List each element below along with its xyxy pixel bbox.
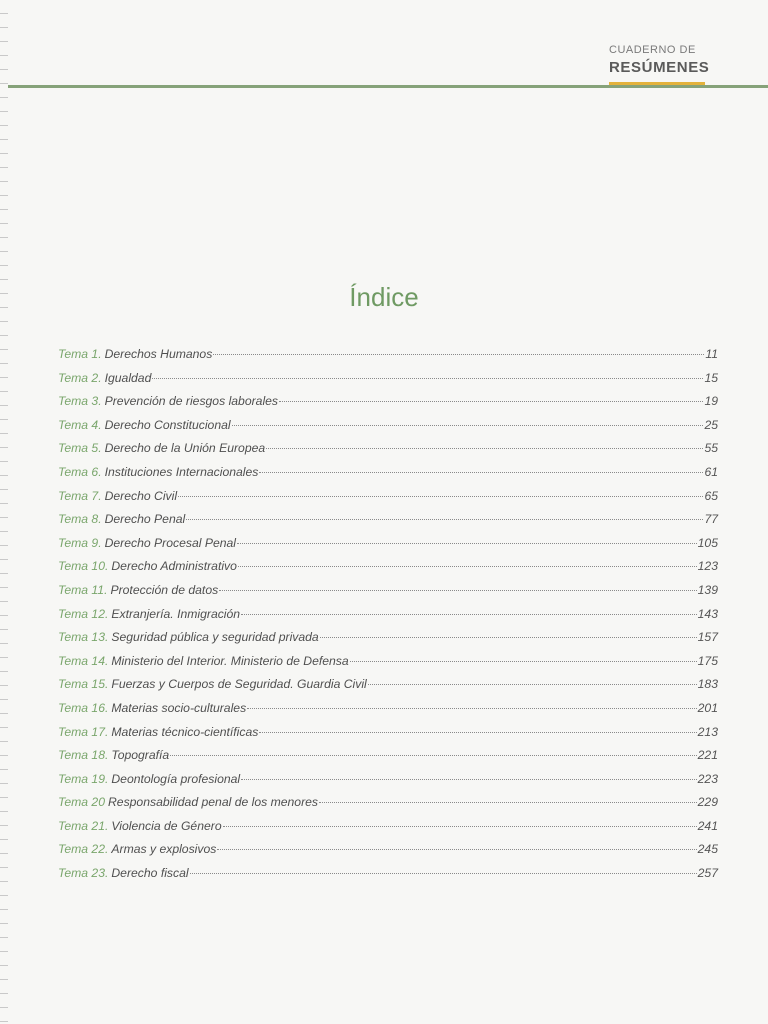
toc-entry-title: Protección de datos	[110, 582, 219, 597]
toc-leader-dots	[368, 684, 697, 685]
toc-leader-dots	[279, 401, 703, 402]
toc-entry-title: Derecho Administrativo	[111, 559, 237, 574]
toc-entry-number: Tema 8.	[58, 512, 102, 527]
toc-entry-title: Igualdad	[104, 370, 152, 385]
toc-entry[interactable]	[58, 701, 718, 725]
toc-leader-dots	[266, 448, 703, 449]
toc-entry[interactable]	[58, 630, 718, 654]
toc-entry-title: Instituciones Internacionales	[104, 464, 259, 479]
toc-entry-number: Tema 13.	[58, 630, 109, 645]
toc-entry[interactable]	[58, 559, 718, 583]
toc-entry-number: Tema 9.	[58, 535, 102, 550]
toc-leader-dots	[241, 614, 697, 615]
toc-leader-dots	[350, 661, 697, 662]
toc-entry-page: 77	[704, 512, 718, 527]
toc-entry-number: Tema 20	[58, 795, 105, 810]
toc-entry-number: Tema 19.	[58, 771, 109, 786]
toc-entry-page: 15	[704, 370, 718, 385]
toc-entry-page: 245	[697, 842, 718, 857]
toc-leader-dots	[259, 472, 703, 473]
toc-entry-page: 11	[705, 347, 718, 361]
toc-entry-title: Derechos Humanos	[104, 347, 213, 361]
toc-entry-page: 223	[697, 771, 718, 786]
toc-entry-page: 143	[697, 606, 718, 621]
toc-entry[interactable]	[58, 441, 718, 465]
toc-leader-dots	[320, 637, 697, 638]
toc-entry-number: Tema 15.	[58, 677, 109, 692]
toc-entry-title: Seguridad pública y seguridad privada	[111, 630, 319, 645]
toc-entry-number: Tema 22.	[58, 842, 109, 857]
toc-entry-title: Violencia de Género	[111, 818, 222, 833]
toc-entry-title: Fuerzas y Cuerpos de Seguridad. Guardia Civil	[111, 677, 367, 692]
toc-entry[interactable]	[58, 465, 718, 489]
toc-entry-number: Tema 6.	[58, 464, 102, 479]
toc-entry-page: 229	[697, 795, 718, 810]
toc-entry[interactable]	[58, 725, 718, 749]
toc-entry[interactable]	[58, 536, 718, 560]
header-brand	[609, 44, 719, 77]
toc-entry-number: Tema 17.	[58, 724, 109, 739]
header-divider	[8, 85, 768, 88]
toc-leader-dots	[237, 543, 697, 544]
toc-entry[interactable]	[58, 583, 718, 607]
toc-entry-number: Tema 23.	[58, 866, 109, 881]
toc-entry[interactable]	[58, 842, 718, 866]
toc-leader-dots	[152, 378, 703, 379]
table-of-contents	[58, 347, 718, 890]
brand-subtitle: CUADERNO DE	[609, 44, 696, 56]
toc-entry[interactable]	[58, 607, 718, 631]
toc-entry-number: Tema 11.	[58, 582, 108, 597]
toc-entry-page: 105	[697, 535, 718, 550]
toc-entry[interactable]	[58, 866, 718, 890]
toc-leader-dots	[241, 779, 697, 780]
toc-entry-page: 175	[697, 653, 718, 668]
toc-entry[interactable]	[58, 418, 718, 442]
toc-entry[interactable]	[58, 371, 718, 395]
toc-leader-dots	[170, 755, 696, 756]
toc-entry-page: 183	[697, 677, 718, 692]
toc-entry-page: 139	[697, 582, 718, 597]
toc-entry-page: 65	[704, 488, 718, 503]
toc-entry-page: 25	[704, 417, 718, 432]
toc-entry-number: Tema 21.	[58, 818, 109, 833]
toc-entry[interactable]	[58, 394, 718, 418]
toc-entry-title: Derecho de la Unión Europea	[104, 441, 266, 456]
toc-entry[interactable]	[58, 489, 718, 513]
toc-entry-number: Tema 12.	[58, 606, 109, 621]
toc-entry[interactable]	[58, 347, 718, 371]
toc-entry-number: Tema 16.	[58, 700, 109, 715]
toc-entry-title: Topografía	[111, 748, 170, 763]
toc-entry[interactable]	[58, 795, 718, 819]
toc-entry-page: 19	[704, 394, 718, 409]
toc-entry-number: Tema 4.	[58, 417, 102, 432]
toc-entry-page: 221	[697, 748, 718, 763]
page-title: Índice	[349, 282, 419, 312]
toc-entry-title: Derecho fiscal	[111, 866, 189, 881]
toc-entry[interactable]	[58, 654, 718, 678]
toc-entry-number: Tema 10.	[58, 559, 109, 574]
toc-entry-title: Extranjería. Inmigración	[111, 606, 241, 621]
toc-entry-number: Tema 2.	[58, 370, 102, 385]
toc-entry-title: Derecho Constitucional	[104, 417, 231, 432]
toc-entry-number: Tema 1.	[58, 347, 102, 361]
toc-leader-dots	[213, 354, 704, 355]
toc-entry-title: Derecho Penal	[104, 512, 186, 527]
toc-entry[interactable]	[58, 772, 718, 796]
toc-entry-number: Tema 18.	[58, 748, 109, 763]
toc-leader-dots	[238, 566, 697, 567]
toc-entry-title: Materias socio-culturales	[111, 700, 247, 715]
toc-leader-dots	[217, 849, 696, 850]
toc-entry-page: 201	[697, 700, 718, 715]
toc-entry-title: Prevención de riesgos laborales	[104, 394, 279, 409]
toc-entry-title: Derecho Civil	[104, 488, 178, 503]
toc-entry[interactable]	[58, 677, 718, 701]
toc-entry-title: Armas y explosivos	[111, 842, 217, 857]
toc-entry-title: Materias técnico-científicas	[111, 724, 259, 739]
toc-entry-page: 55	[704, 441, 718, 456]
toc-entry-page: 241	[697, 818, 718, 833]
toc-leader-dots	[186, 519, 703, 520]
toc-entry-title: Derecho Procesal Penal	[104, 535, 237, 550]
toc-entry-title: Ministerio del Interior. Ministerio de Defensa	[111, 653, 349, 668]
toc-entry-page: 61	[704, 464, 718, 479]
toc-leader-dots	[223, 826, 697, 827]
toc-leader-dots	[259, 732, 696, 733]
toc-entry-page: 157	[697, 630, 718, 645]
toc-leader-dots	[232, 425, 704, 426]
toc-leader-dots	[247, 708, 696, 709]
toc-entry[interactable]	[58, 512, 718, 536]
toc-leader-dots	[178, 496, 703, 497]
toc-entry-number: Tema 7.	[58, 488, 102, 503]
toc-leader-dots	[190, 873, 697, 874]
toc-entry-page: 213	[697, 724, 718, 739]
toc-entry[interactable]	[58, 819, 718, 843]
toc-entry[interactable]	[58, 748, 718, 772]
toc-entry-page: 123	[697, 559, 718, 574]
toc-entry-number: Tema 5.	[58, 441, 102, 456]
toc-entry-title: Deontología profesional	[111, 771, 241, 786]
toc-entry-page: 257	[697, 866, 718, 881]
toc-entry-number: Tema 14.	[58, 653, 109, 668]
brand-title: RESÚMENES	[609, 59, 710, 76]
binder-margin	[0, 0, 8, 1024]
toc-entry-title: Responsabilidad penal de los menores	[107, 795, 319, 810]
toc-leader-dots	[319, 802, 697, 803]
toc-leader-dots	[219, 590, 696, 591]
toc-entry-number: Tema 3.	[58, 394, 102, 409]
